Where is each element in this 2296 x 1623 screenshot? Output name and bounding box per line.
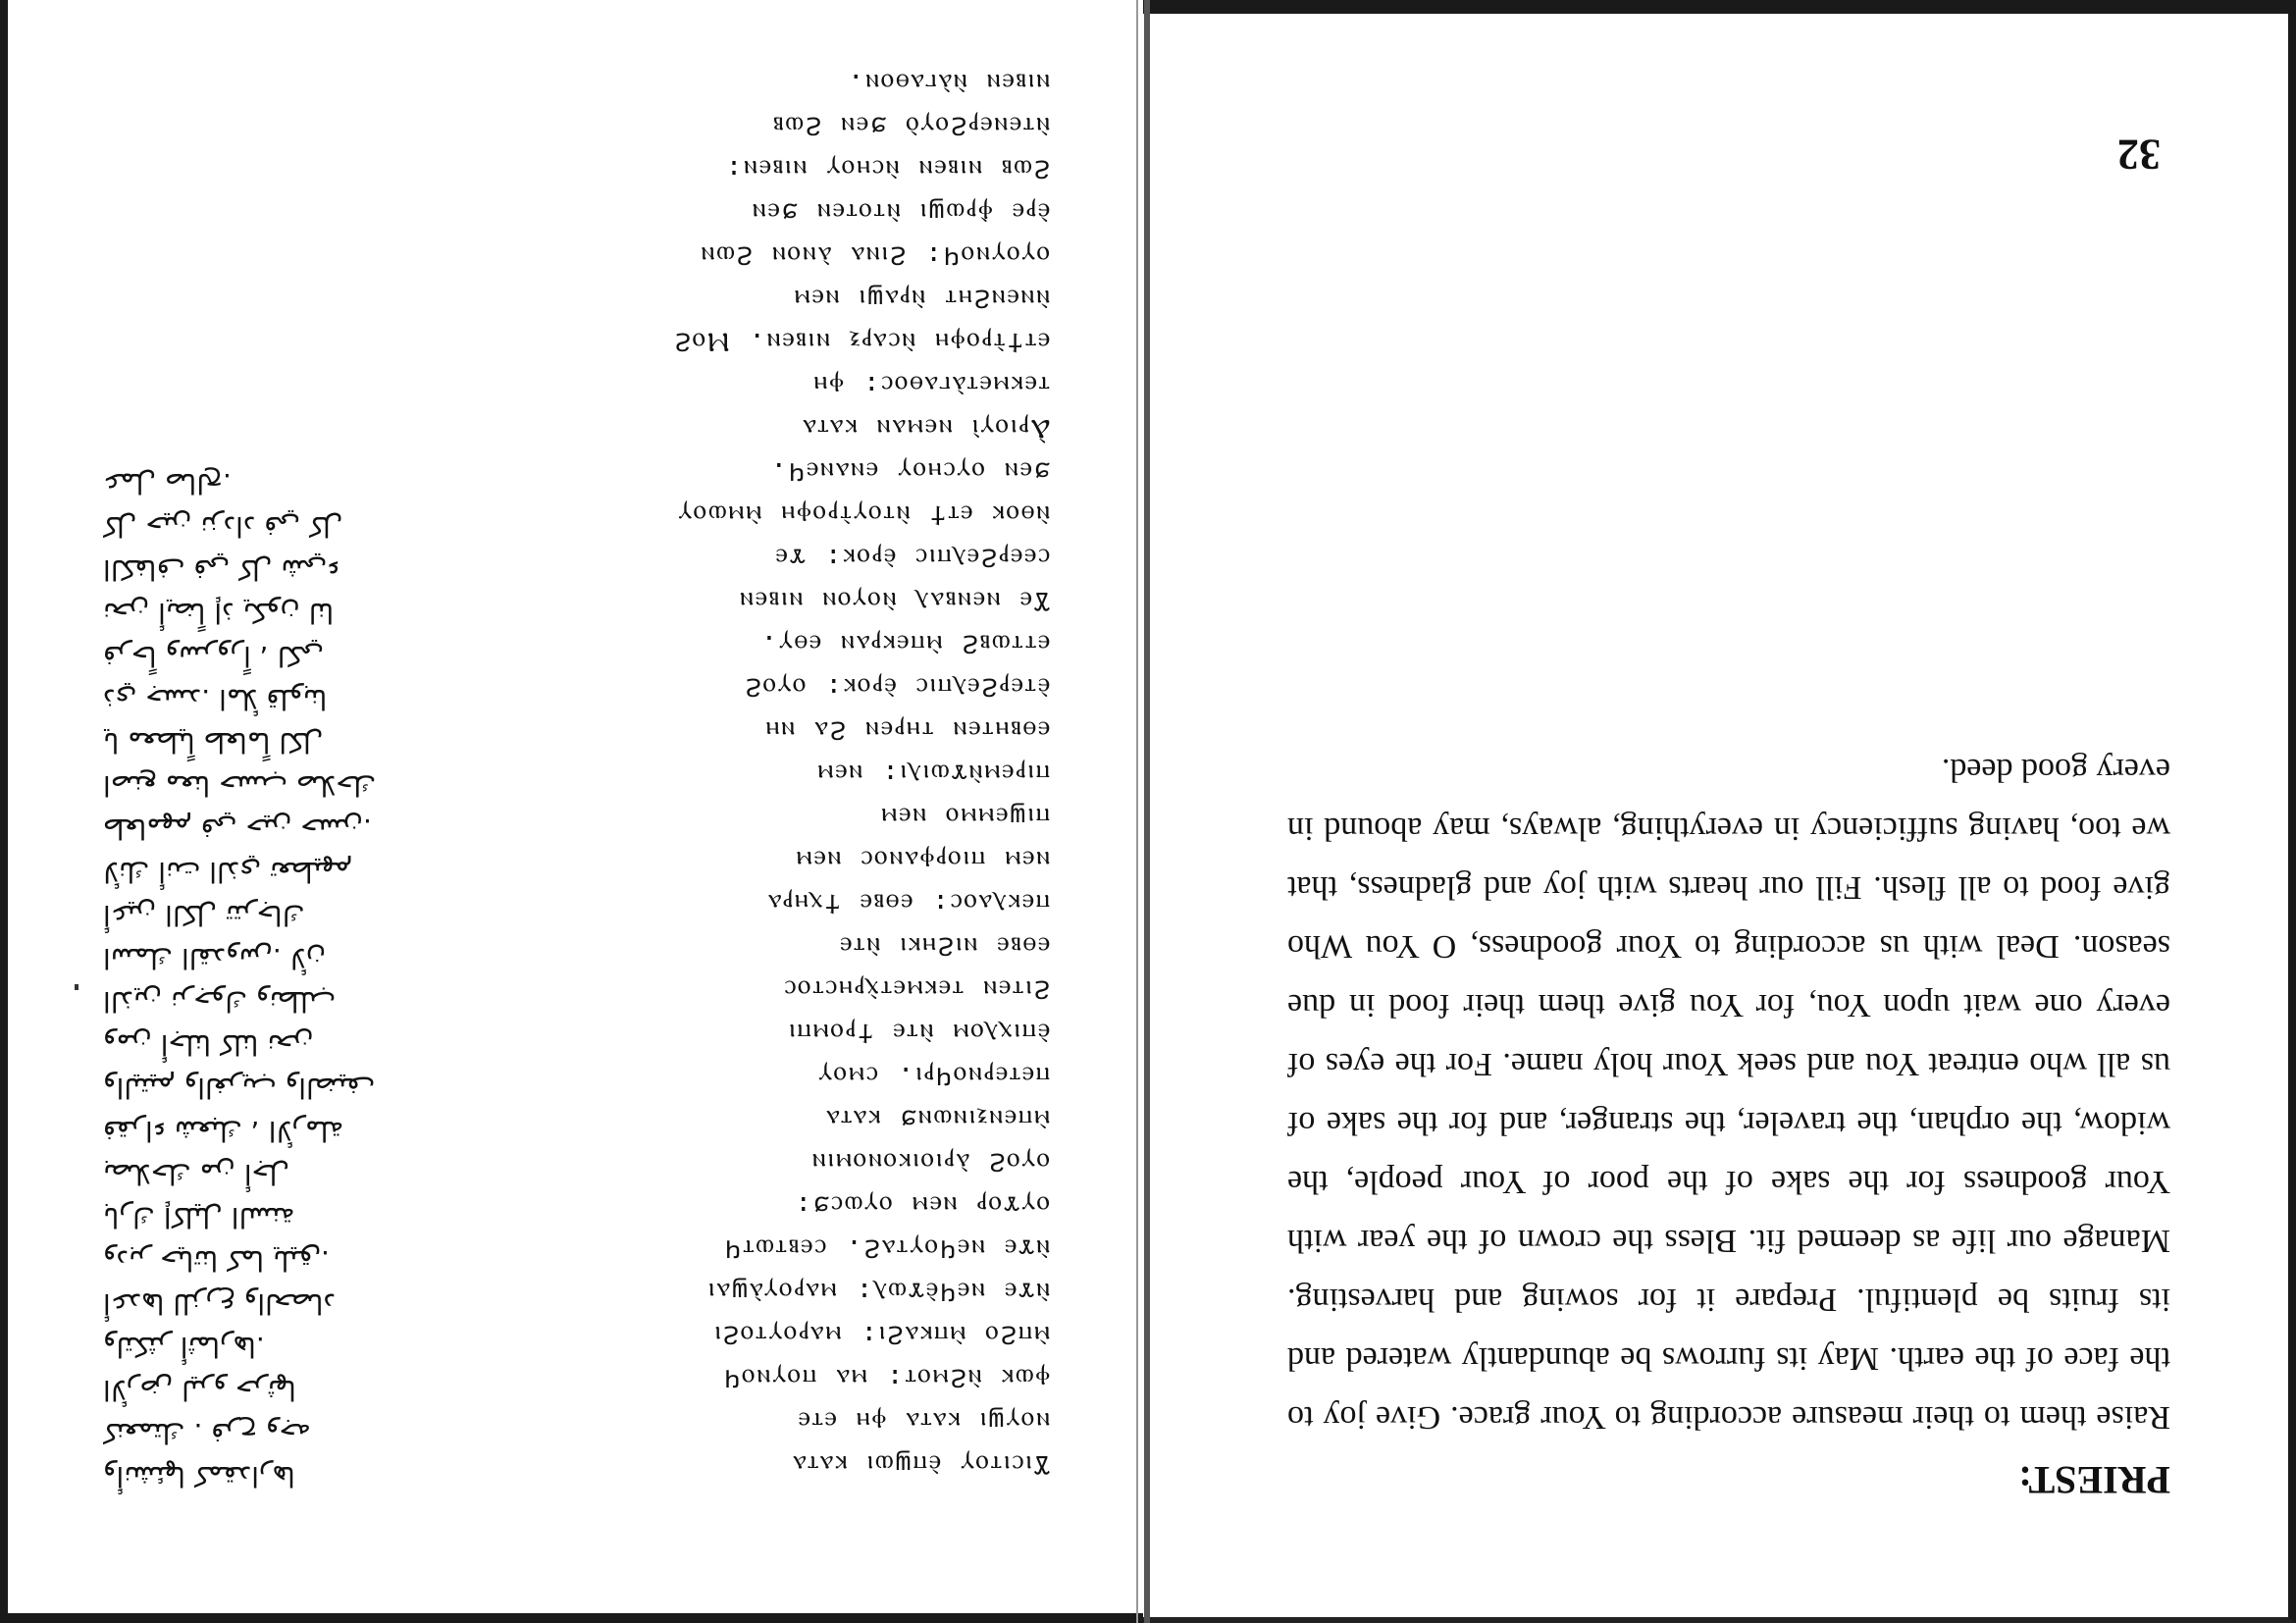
arabic-line: كنعمتك . فرح وجه — [103, 1417, 311, 1449]
coptic-line: ⲉ̀ⲧⲉⲣϩⲉⲗⲡⲓⲥ ⲉ̀ⲣⲟⲕ: ⲟⲩⲟϩ — [743, 672, 1050, 703]
arabic-line: الذين نرجوك ونطلب — [103, 985, 337, 1018]
prayer-paragraph-english: Raise them to their measure according to Your grace. Give joy to the face of the earth. May its furrows be abundantly watered and its fruits be plentiful. Prepare it for sowing and harvesting. Manage our life as deemed fit. Bless the crown of the year with Your goodness for the sake of the poor of Your people, the widow, the orphan, the traveler, the stranger, and for the sake of us all who entreat You and seek Your holy name. For the eyes of every one wait upon You, for You give them their food in due season. Deal with us according to Your goodness, O You Who give food to all flesh. Fill our hearts with joy and gladness, that we too, having sufficiency in everything, always, may abound in every good deed. — [1287, 752, 2170, 1436]
arabic-column — [103, 461, 515, 1497]
coptic-line: ⲟⲩⲟⲩⲛⲟϥ: ϩⲓⲛⲁ ⲁ̀ⲛⲟⲛ ϩⲱⲛ — [699, 240, 1050, 271]
arabic-line: واليتيم والغريب والضيف — [103, 1072, 376, 1104]
arabic-line: كل حين نزداد في كل — [103, 510, 343, 543]
coptic-line: ⲛ̀ⲑⲟⲕ ⲉⲧϯ ⲛ̀ⲧⲟⲩⲧ̀ⲣⲟⲫⲏ ⲙ̀ⲙⲱⲟⲩ — [676, 499, 1050, 530]
scan-speck — [75, 984, 78, 990]
arabic-line: بارك إكليل السنة — [103, 1201, 295, 1233]
book-gutter-shadow — [1136, 0, 1138, 1623]
coptic-line: ⲙ̀ⲡϩⲟ ⲙ̀ⲡⲕⲁϩⲓ: ⲙⲁⲣⲟⲩⲧⲟϩⲓ — [712, 1320, 1050, 1350]
coptic-line: ⲛ̀ⲛⲉⲛϩⲏⲧ ⲛ̀ⲣⲁϣⲓ ⲛⲉⲙ — [792, 284, 1050, 314]
arabic-line: ومن أجلنا كلنا نحن — [103, 1028, 314, 1061]
coptic-line: ⲟⲩⲟϩ ⲁ̀ⲣⲓⲟⲓⲕⲟⲛⲟⲙⲓⲛ — [809, 1147, 1050, 1178]
coptic-line: ⲡⲓⲣⲉⲙⲛ̀ϫⲱⲓⲗⲓ: ⲛⲉⲙ — [815, 759, 1050, 789]
coptic-line: ϧⲉⲛ ⲟⲩⲥⲏⲟⲩ ⲉⲛⲁⲛⲉϥ. — [768, 456, 1050, 487]
coptic-line: ⲙ̀ⲡⲉⲛⲝⲓⲛⲱⲛϧ ⲕⲁⲧⲁ — [824, 1104, 1050, 1134]
coptic-line: ⲧⲉⲕⲙⲉⲧⲁ̀ⲅⲁⲑⲟⲥ: ⲫⲏ — [811, 370, 1050, 400]
page-number: 32 — [2117, 131, 2161, 179]
coptic-line: ⲟⲩϫⲟⲣ ⲛⲉⲙ ⲟⲩⲱⲥϧ: — [793, 1190, 1050, 1221]
coptic-line: ⲛ̀ϫⲉ ⲛⲉϥⲉ̀ϫⲱⲗ: ⲙⲁⲣⲟⲩⲁ̀ϣⲁⲓ — [705, 1277, 1050, 1307]
coptic-line: ⲛ̀ⲧⲉⲛⲉⲣϩⲟⲩⲟ̀ ϧⲉⲛ ϩⲱⲃ — [771, 111, 1050, 141]
coptic-line: Ϫⲓⲥⲓⲧⲟⲩ ⲉ̀ⲡϣⲱⲓ ⲕⲁⲧⲁ — [791, 1449, 1050, 1480]
coptic-column — [589, 61, 1050, 1486]
coptic-line: ⲉⲧϯⲧ̀ⲣⲟⲫⲏ ⲛ̀ⲥⲁⲣⲝ ⲛⲓⲃⲉⲛ. Ⲙⲟϩ — [672, 327, 1050, 357]
arabic-line: فرحاً وسروراً ، لكي — [103, 640, 324, 672]
coptic-line: Ⲁ̀ⲣⲓⲟⲩⲓ̀ ⲛⲉⲙⲁⲛ ⲕⲁⲧⲁ — [801, 413, 1050, 444]
arabic-line: أعدها للزرع والحصاد — [103, 1287, 336, 1320]
arabic-line: عمل صالح. — [103, 467, 232, 499]
arabic-line: اصنع معنا حسب صلاحك — [103, 769, 377, 802]
arabic-line: اسمك القدوس. لأن — [103, 942, 327, 974]
coptic-line: ϩⲓⲧⲉⲛ ⲧⲉⲕⲙⲉⲧⲭ̀ⲣⲏⲥⲧⲟⲥ — [782, 974, 1050, 1005]
arabic-line: ولتكثر أثمارها. — [103, 1331, 265, 1363]
coptic-line: ⲉⲑⲃⲏⲧⲉⲛ ⲧⲏⲣⲉⲛ ϩⲁ ⲛⲏ — [763, 715, 1050, 746]
coptic-line: ⲡⲓϣⲉⲙⲙⲟ ⲛⲉⲙ — [879, 802, 1050, 832]
coptic-line: ⲛ̀ϫⲉ ⲛⲉϥⲟⲩⲧⲁϩ. ⲥⲉⲃⲧⲱⲧϥ — [722, 1233, 1050, 1264]
coptic-line: ⲡⲉⲧⲉⲣⲛⲟϥⲣⲓ. ⲥⲙⲟⲩ — [816, 1061, 1050, 1091]
arabic-line: لأنك أنت الذي تعطيهم — [103, 856, 353, 888]
english-text-block — [1287, 740, 2170, 1509]
coptic-line: ϩⲱⲃ ⲛⲓⲃⲉⲛ ⲛ̀ⲥⲏⲟⲩ ⲛⲓⲃⲉⲛ: — [723, 154, 1050, 184]
arabic-line: ودبر حياتنا كما يليق. — [103, 1244, 330, 1277]
arabic-line: يا معطياً طعاماً لكل — [103, 726, 324, 759]
arabic-line: طعامهم في حين حسن. — [103, 812, 372, 845]
coptic-line: ⲉ̀ⲣⲉ ⲫ̀ⲣⲱϣⲓ ⲛ̀ⲧⲟⲧⲉⲛ ϧⲉⲛ — [750, 197, 1050, 228]
coptic-line: Ϫⲉ ⲛⲉⲛⲃⲁⲗ ⲛ̀ⲟⲩⲟⲛ ⲛⲓⲃⲉⲛ — [738, 586, 1050, 616]
arabic-line: الأرض ليرو حرثها — [103, 1374, 296, 1406]
coptic-line: ⲉⲧⲧⲱⲃϩ ⲙ̀ⲡⲉⲕⲣⲁⲛ ⲉⲑⲩ. — [758, 629, 1050, 659]
coptic-line: ⲉ̀ⲡⲓⲭⲗⲟⲙ ⲛ̀ⲧⲉ ϯⲣⲟⲙⲡⲓ — [787, 1018, 1050, 1048]
coptic-line: ⲫⲱⲕ ⲛ̀ϩⲙⲟⲧ: ⲙⲁ ⲡⲟⲩⲛⲟϥ — [722, 1363, 1050, 1393]
arabic-line: فقراء شعبك ، الأرملة — [103, 1115, 344, 1147]
arabic-line: نحن أيضاً إذ يكون لنا — [103, 597, 335, 629]
coptic-arabic-page — [0, 0, 1143, 1623]
coptic-line: ⲛⲟⲩϣⲓ ⲕⲁⲧⲁ ⲫⲏ ⲉⲧⲉ — [796, 1406, 1050, 1437]
english-page — [1143, 0, 2296, 1623]
arabic-line: وأنشئها كمقدارها — [103, 1460, 295, 1492]
arabic-line: أعين الكل تترجاك — [103, 899, 305, 931]
book-gutter — [1144, 0, 1150, 1623]
coptic-line: ⲛⲓⲃⲉⲛ ⲛ̀ⲁ̀ⲅⲁⲑⲟⲛ. — [846, 68, 1050, 98]
arabic-line: الكفاف في كل شيء — [103, 553, 340, 586]
coptic-line: ⲛⲉⲙ ⲡⲓⲟⲣⲫⲁⲛⲟⲥ ⲛⲉⲙ — [794, 845, 1050, 875]
coptic-line: ⲡⲉⲕⲗⲁⲟⲥ: ⲉⲑⲃⲉ ϯⲭⲏⲣⲁ — [765, 888, 1050, 918]
arabic-line: بصلاحك من أجل — [103, 1158, 290, 1190]
coptic-line: ⲥⲉⲉⲣϩⲉⲗⲡⲓⲥ ⲉ̀ⲣⲟⲕ: ϫⲉ — [773, 543, 1050, 573]
coptic-line: ⲉⲑⲃⲉ ⲛⲓϩⲏⲕⲓ ⲛ̀ⲧⲉ — [838, 931, 1050, 962]
arabic-line: ذي جسد. املأ قلوبنا — [103, 683, 328, 715]
speaker-heading: PRIEST: — [2018, 1458, 2170, 1502]
